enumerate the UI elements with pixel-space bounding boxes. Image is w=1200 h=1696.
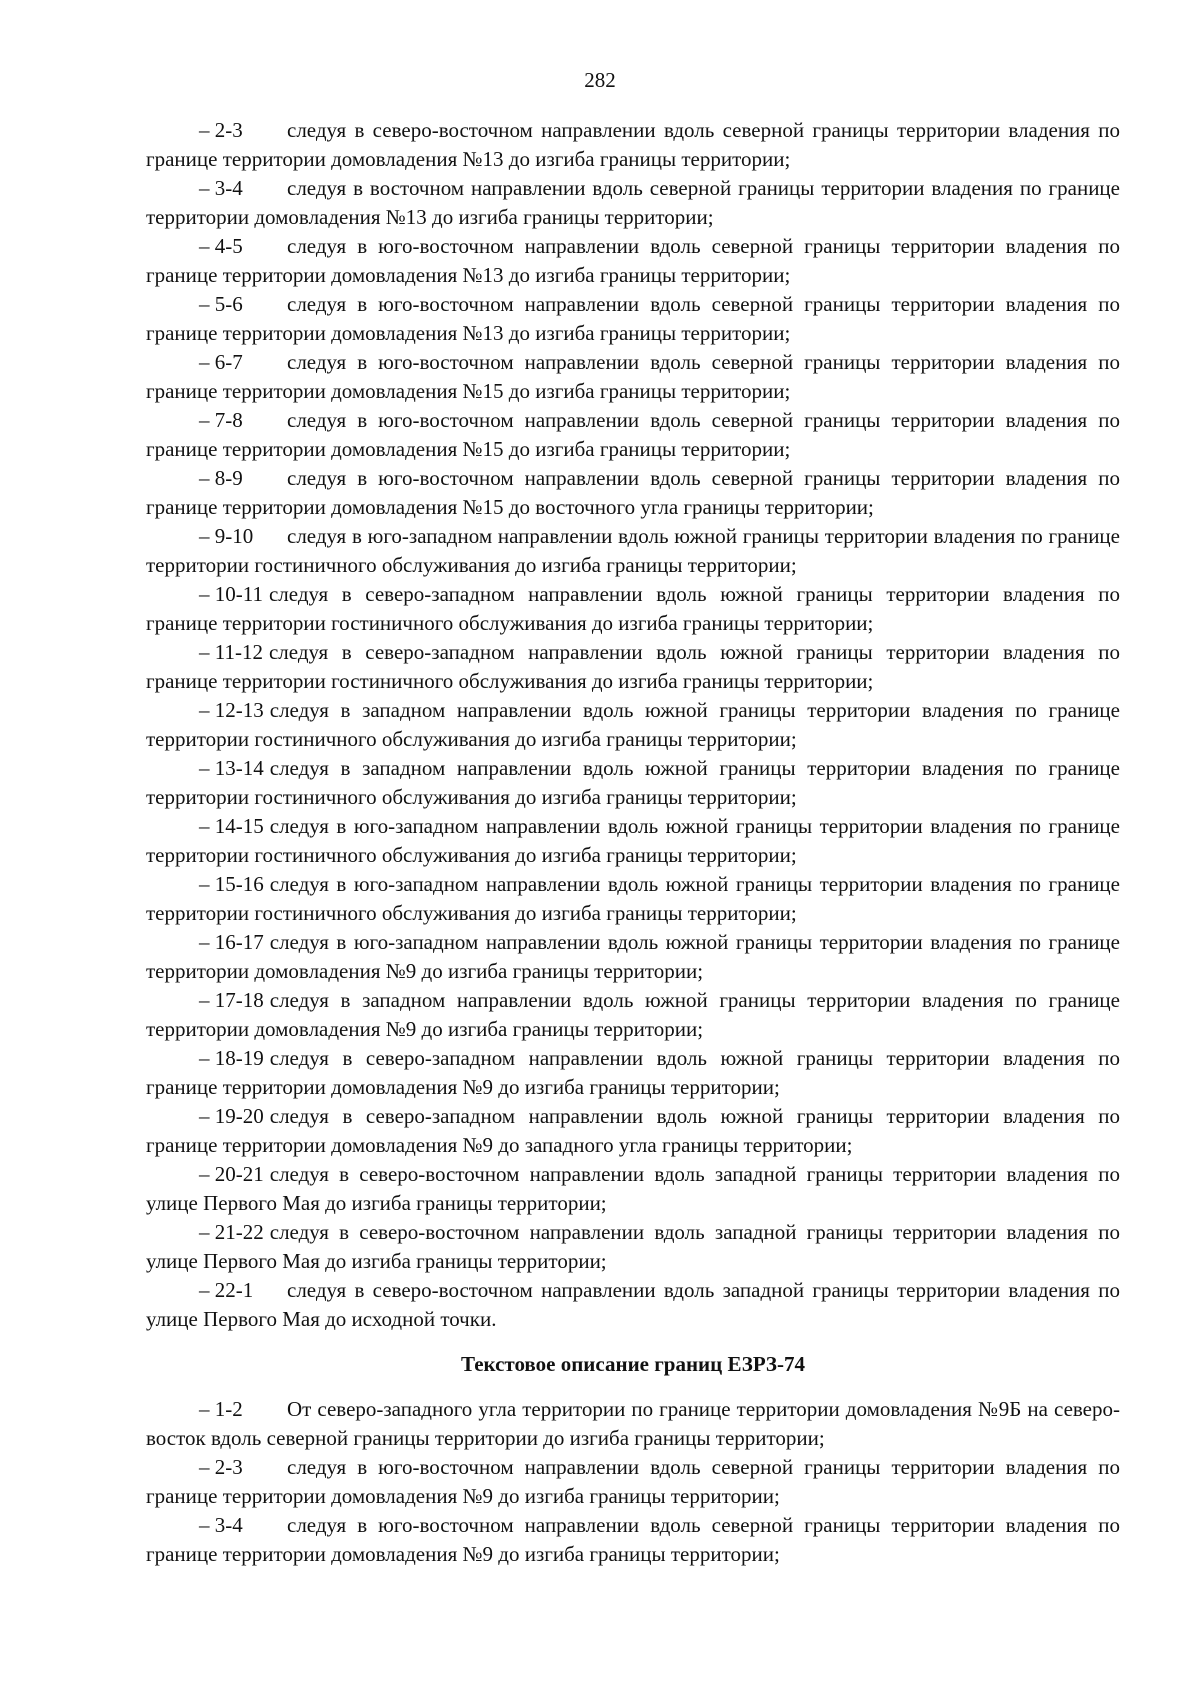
boundary-item <box>146 1044 1120 1102</box>
segment-label: – 8-9 <box>199 466 243 490</box>
boundary-item <box>146 580 1120 638</box>
segment-label: – 3-4 <box>199 1513 243 1537</box>
segment-description: следуя в юго-восточном направлении вдоль северной границы территории владения по границе территории домовладения №15 до восточного угла границы территории; <box>146 466 1120 519</box>
segment-label: – 14-15 <box>199 814 264 838</box>
boundary-item <box>146 464 1120 522</box>
segment-description: следуя в юго-восточном направлении вдоль северной границы территории владения по границе территории домовладения №15 до изгиба границы территории; <box>146 350 1120 403</box>
section-title: Текстовое описание границ ЕЗРЗ-74 <box>460 1352 806 1376</box>
segment-label: – 2-3 <box>199 118 243 142</box>
segment-description: следуя в северо-западном направлении вдоль южной границы территории владения по границе территории домовладения №9 до западного угла границы территории; <box>146 1104 1120 1157</box>
boundary-item <box>146 696 1120 754</box>
segment-label: – 15-16 <box>199 872 264 896</box>
boundary-list-previous <box>146 116 1120 1334</box>
boundary-item <box>146 348 1120 406</box>
segment-label: – 3-4 <box>199 176 243 200</box>
boundary-item <box>146 406 1120 464</box>
segment-description: От северо-западного угла территории по границе территории домовладения №9Б на северо-восток вдоль северной границы территории до изгиба границы территории; <box>146 1397 1120 1450</box>
segment-label: – 21-22 <box>199 1220 264 1244</box>
segment-description: следуя в северо-западном направлении вдоль южной границы территории владения по границе территории гостиничного обслуживания до изгиба границы территории; <box>146 640 1120 693</box>
segment-description: следуя в юго-западном направлении вдоль южной границы территории владения по границе территории гостиничного обслуживания до изгиба границы территории; <box>146 524 1120 577</box>
boundary-list-ezrz-74 <box>146 1395 1120 1569</box>
boundary-item <box>146 638 1120 696</box>
boundary-item <box>146 232 1120 290</box>
boundary-item <box>146 812 1120 870</box>
segment-label: – 17-18 <box>199 988 264 1012</box>
boundary-item <box>146 1453 1120 1511</box>
segment-label: – 20-21 <box>199 1162 264 1186</box>
segment-label: – 13-14 <box>199 756 264 780</box>
segment-description: следуя в юго-восточном направлении вдоль северной границы территории владения по границе территории домовладения №13 до изгиба границы территории; <box>146 292 1120 345</box>
segment-description: следуя в северо-восточном направлении вдоль западной границы территории владения по улице Первого Мая до исходной точки. <box>146 1278 1120 1331</box>
segment-description: следуя в юго-восточном направлении вдоль северной границы территории владения по границе территории домовладения №9 до изгиба границы территории; <box>146 1455 1120 1508</box>
segment-label: – 10-11 <box>199 582 263 606</box>
segment-description: следуя в северо-западном направлении вдоль южной границы территории владения по границе территории гостиничного обслуживания до изгиба границы территории; <box>146 582 1120 635</box>
segment-label: – 6-7 <box>199 350 243 374</box>
segment-label: – 16-17 <box>199 930 264 954</box>
segment-label: – 5-6 <box>199 292 243 316</box>
segment-description: следуя в юго-восточном направлении вдоль северной границы территории владения по границе территории домовладения №9 до изгиба границы территории; <box>146 1513 1120 1566</box>
segment-description: следуя в юго-восточном направлении вдоль северной границы территории владения по границе территории домовладения №13 до изгиба границы территории; <box>146 234 1120 287</box>
boundary-item <box>146 116 1120 174</box>
segment-label: – 7-8 <box>199 408 243 432</box>
boundary-item <box>146 1511 1120 1569</box>
segment-label: – 9-10 <box>199 524 254 548</box>
segment-label: – 11-12 <box>199 640 263 664</box>
segment-description: следуя в восточном направлении вдоль северной границы территории владения по границе территории домовладения №13 до изгиба границы территории; <box>146 176 1120 229</box>
segment-description: следуя в юго-западном направлении вдоль южной границы территории владения по границе территории гостиничного обслуживания до изгиба границы территории; <box>146 872 1120 925</box>
boundary-item <box>146 1395 1120 1453</box>
boundary-item <box>146 290 1120 348</box>
boundary-item <box>146 1218 1120 1276</box>
boundary-item <box>146 870 1120 928</box>
boundary-item <box>146 174 1120 232</box>
segment-description: следуя в юго-западном направлении вдоль южной границы территории владения по границе территории гостиничного обслуживания до изгиба границы территории; <box>146 814 1120 867</box>
segment-description: следуя в юго-западном направлении вдоль южной границы территории владения по границе территории домовладения №9 до изгиба границы территории; <box>146 930 1120 983</box>
boundary-item <box>146 1102 1120 1160</box>
segment-label: – 18-19 <box>199 1046 264 1070</box>
segment-description: следуя в северо-восточном направлении вдоль северной границы территории владения по границе территории домовладения №13 до изгиба границы территории; <box>146 118 1120 171</box>
segment-label: – 2-3 <box>199 1455 243 1479</box>
segment-label: – 12-13 <box>199 698 264 722</box>
boundary-item <box>146 522 1120 580</box>
page-number: 282 <box>584 68 616 92</box>
boundary-item <box>146 1276 1120 1334</box>
segment-description: следуя в северо-западном направлении вдоль южной границы территории владения по границе территории домовладения №9 до изгиба границы территории; <box>146 1046 1120 1099</box>
boundary-item <box>146 928 1120 986</box>
segment-label: – 1-2 <box>199 1397 243 1421</box>
document-body <box>146 116 1120 1569</box>
boundary-item <box>146 986 1120 1044</box>
boundary-item <box>146 754 1120 812</box>
boundary-item <box>146 1160 1120 1218</box>
segment-label: – 19-20 <box>199 1104 264 1128</box>
segment-description: следуя в западном направлении вдоль южной границы территории владения по границе территории гостиничного обслуживания до изгиба границы территории; <box>146 698 1120 751</box>
segment-description: следуя в северо-восточном направлении вдоль западной границы территории владения по улице Первого Мая до изгиба границы территории; <box>146 1220 1120 1273</box>
segment-description: следуя в западном направлении вдоль южной границы территории владения по границе территории домовладения №9 до изгиба границы территории; <box>146 988 1120 1041</box>
segment-label: – 22-1 <box>199 1278 254 1302</box>
segment-description: следуя в северо-восточном направлении вдоль западной границы территории владения по улице Первого Мая до изгиба границы территории; <box>146 1162 1120 1215</box>
segment-description: следуя в западном направлении вдоль южной границы территории владения по границе территории гостиничного обслуживания до изгиба границы территории; <box>146 756 1120 809</box>
segment-label: – 4-5 <box>199 234 243 258</box>
segment-description: следуя в юго-восточном направлении вдоль северной границы территории владения по границе территории домовладения №15 до изгиба границы территории; <box>146 408 1120 461</box>
